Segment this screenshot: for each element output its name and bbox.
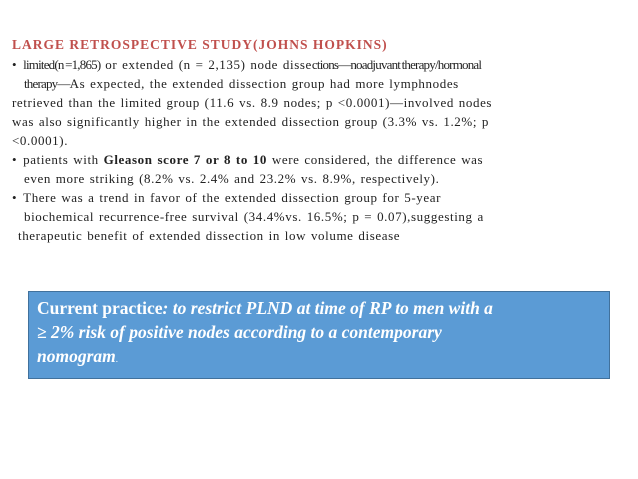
- bullet-marker: •: [12, 152, 18, 167]
- bullet-3-line-2: biochemical recurrence-free survival (34.4%vs. 16.5%; p = 0.07),suggesting a: [24, 209, 484, 224]
- body-text-span: ctions—noadjuvant therapy/hormonal: [311, 57, 482, 72]
- bullet-1-line-4: was also significantly higher in the extended dissection group (3.3% vs. 1.2%; p: [12, 114, 490, 129]
- body-text-span: limited(n =1,865): [23, 57, 101, 72]
- callout-line-3: [37, 344, 601, 371]
- bullet-1-line-3: retrieved than the limited group (11.6 vs. 8.9 nodes; p <0.0001)—involved nodes: [12, 95, 493, 110]
- body-text-span: or extended (n = 2,135) node disse: [100, 57, 312, 72]
- body-text-span: therapy—: [24, 76, 70, 91]
- slide-title: LARGE RETROSPECTIVE STUDY(JOHNS HOPKINS): [12, 37, 388, 52]
- callout-line-2: ≥ 2% risk of positive nodes according to a contemporary: [37, 322, 442, 342]
- body-text-span: There was a trend in favor of the extended dissection group for 5-year: [23, 190, 442, 205]
- gleason-score-highlight: Gleason score 7 or 8 to 10: [103, 152, 267, 167]
- callout-line-1: [37, 296, 601, 320]
- bullet-3-line-3: therapeutic benefit of extended dissection in low volume disease: [18, 228, 401, 243]
- callout-tail: .: [115, 354, 119, 364]
- bullet-marker: •: [12, 190, 18, 205]
- bullet-1-line-2: [12, 74, 634, 93]
- slide-body: [12, 55, 634, 245]
- bullet-1-line-5: <0.0001).: [12, 133, 69, 148]
- current-practice-callout: [28, 291, 610, 379]
- callout-text: : to restrict PLND at time of RP to men with a: [162, 298, 493, 318]
- callout-text: nomogram: [37, 346, 116, 366]
- bullet-marker: •: [12, 57, 18, 72]
- body-text-span: were considered, the difference was: [267, 152, 484, 167]
- bullet-1-line-1: [12, 55, 634, 74]
- bullet-2-line-2: even more striking (8.2% vs. 2.4% and 23.2% vs. 8.9%, respectively).: [24, 171, 440, 186]
- body-text-span: patients with: [23, 152, 104, 167]
- callout-lead: Current practice: [37, 298, 163, 318]
- bullet-2-line-1: [12, 150, 634, 169]
- body-text-span: As expected, the extended dissection group had more lymphnodes: [69, 76, 459, 91]
- bullet-3-line-1: [12, 188, 634, 207]
